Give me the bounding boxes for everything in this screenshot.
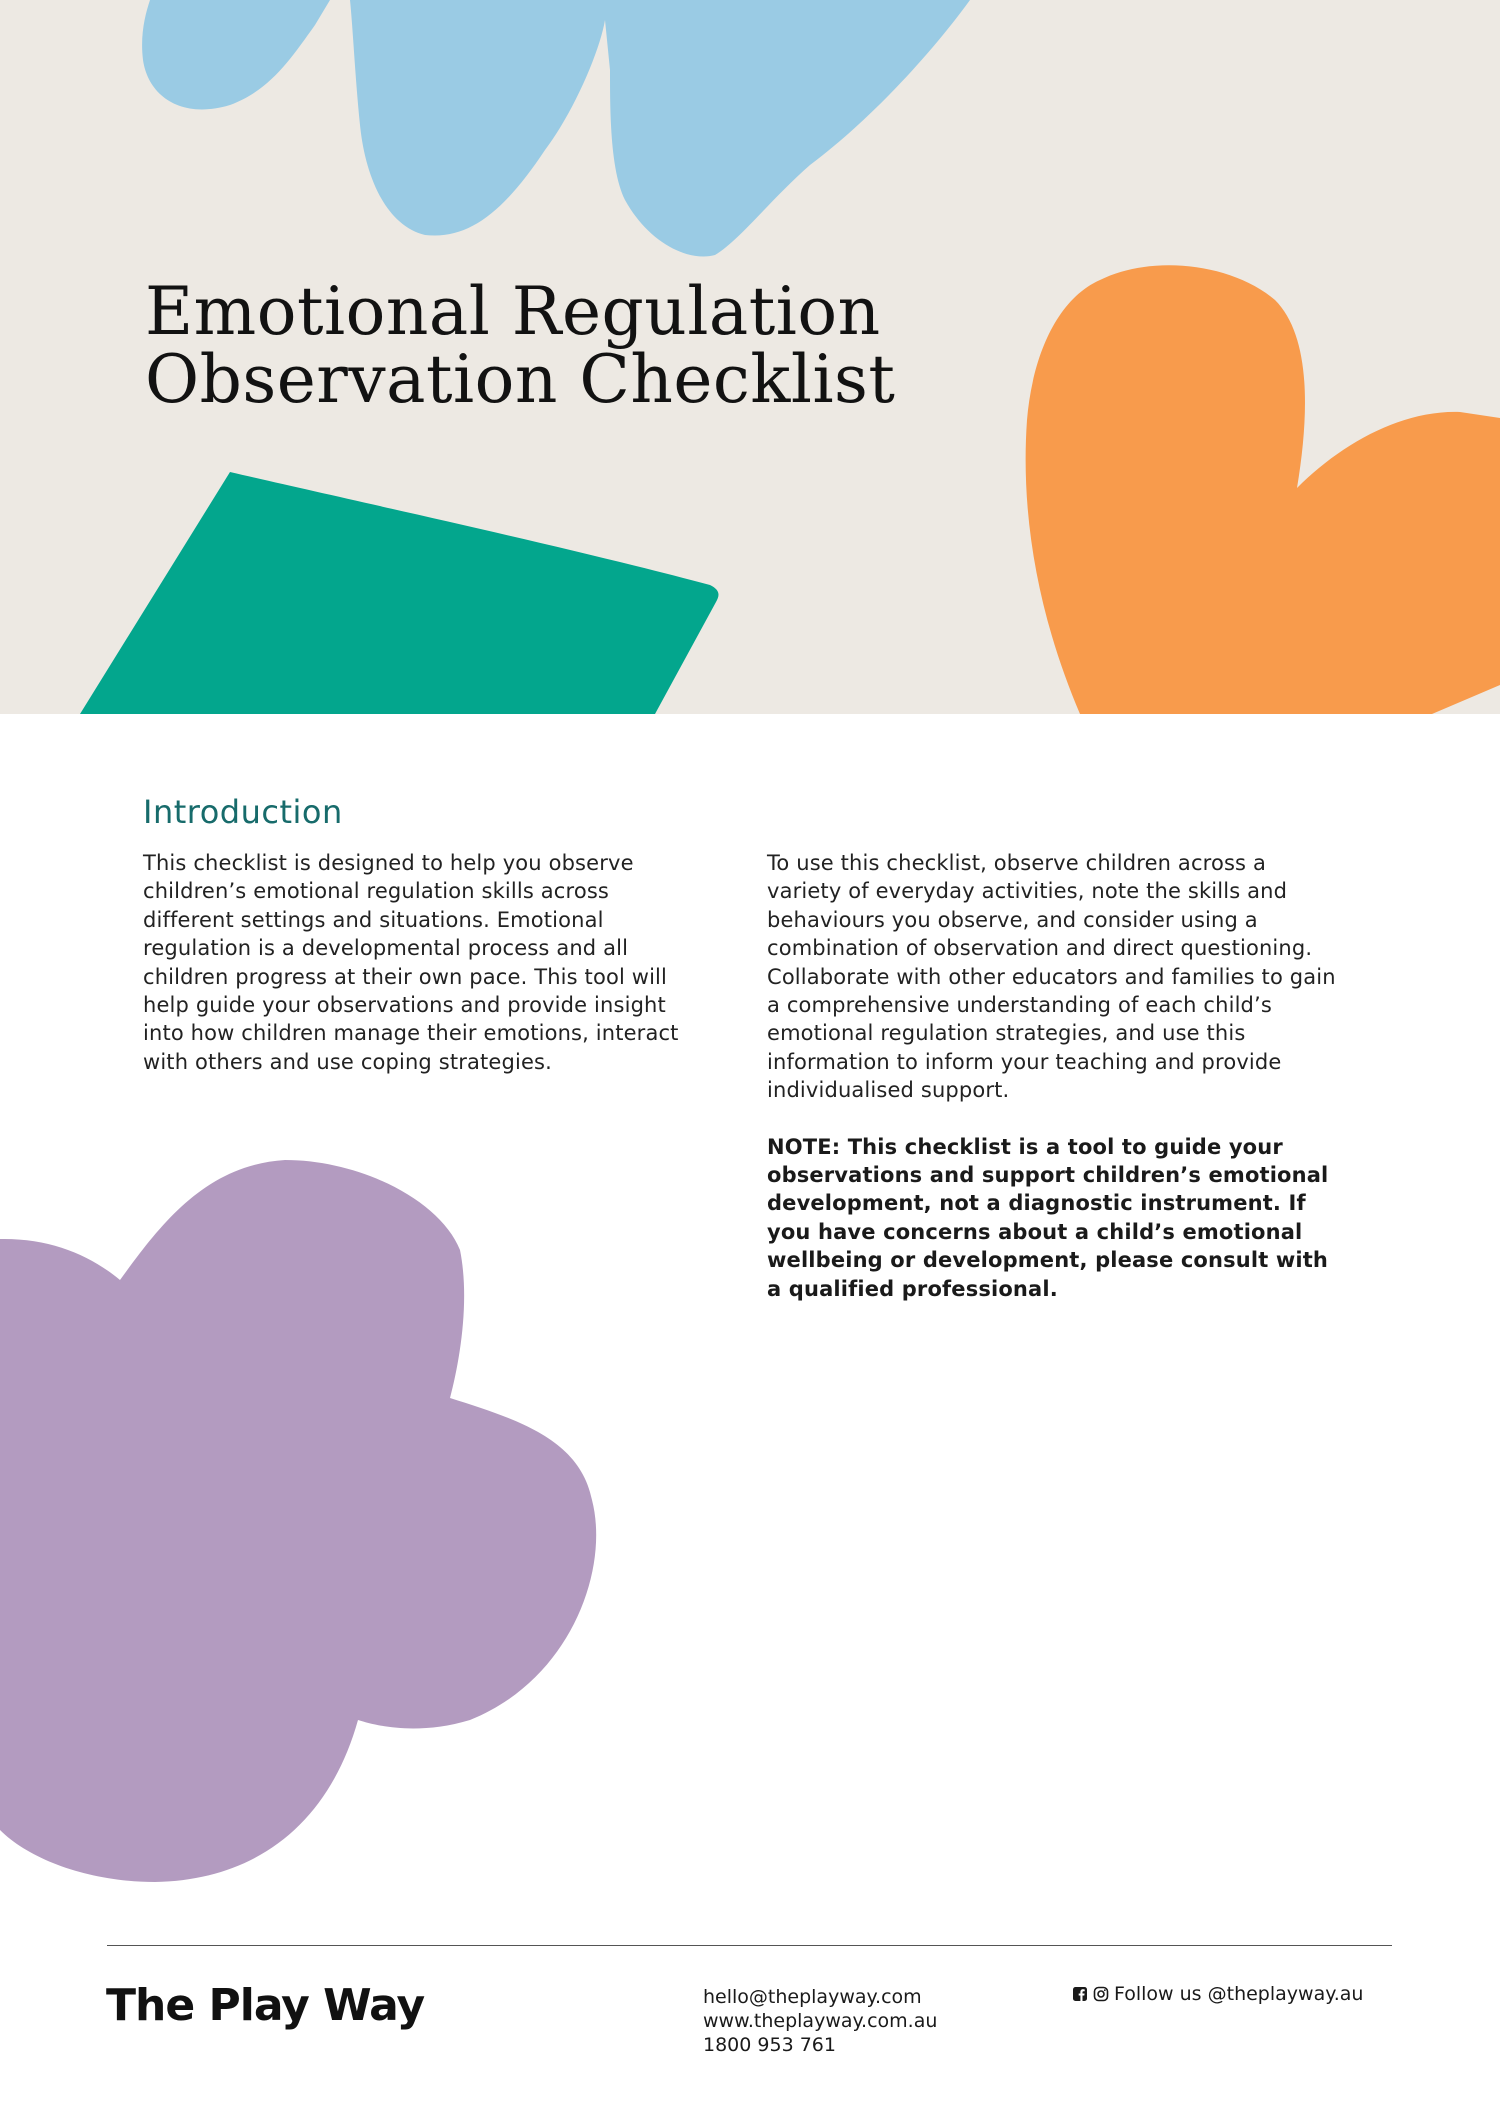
orange-heart-shape [1026, 265, 1500, 714]
blue-blob-shape [142, 0, 970, 257]
intro-right-column [767, 849, 1337, 1303]
contact-info [703, 1985, 937, 2057]
usage-paragraph: To use this checklist, observe children across a variety of everyday activities, note the skills and behaviours you observe, and consider using a combination of observation and direct questioning. Collaborate with other educators and families to gain a comprehensive understanding of each child’s emotional regulation strategies, and use this information to inform your teaching and provide individualised support. [767, 851, 1336, 1103]
contact-website[interactable]: www.theplayway.com.au [703, 2010, 938, 2032]
title-line-2: Observation Checklist [145, 341, 896, 418]
section-heading-introduction: Introduction [143, 793, 343, 831]
instagram-icon[interactable] [1093, 1986, 1109, 2002]
contact-email[interactable]: hello@theplayway.com [703, 1986, 922, 2008]
social-links [1072, 1983, 1363, 2005]
title-line-1: Emotional Regulation [145, 273, 881, 350]
intro-left-column [143, 849, 703, 1076]
social-handle[interactable]: Follow us @theplayway.au [1114, 1983, 1364, 2005]
brand-logo: The Play Way [106, 1980, 425, 2031]
intro-paragraph: This checklist is designed to help you observe children’s emotional regulation skills across different settings and situations. Emotional regulation is a developmental process and all children progress at their own pace. This tool will help guide your observations and provide insight into how children manage their emotions, interact with others and use coping strategies. [143, 851, 679, 1074]
footer-divider [107, 1945, 1392, 1946]
teal-parallelogram-shape [80, 472, 718, 714]
contact-phone: 1800 953 761 [703, 2034, 836, 2056]
facebook-icon[interactable] [1072, 1986, 1088, 2002]
disclaimer-note: NOTE: This checklist is a tool to guide your observations and support children’s emotional development, not a diagnostic instrument. If you have concerns about a child’s emotional wellbeing or development, please consult with a qualified professional. [767, 1134, 1329, 1301]
hero-banner [0, 0, 1500, 714]
page-title [145, 273, 896, 418]
